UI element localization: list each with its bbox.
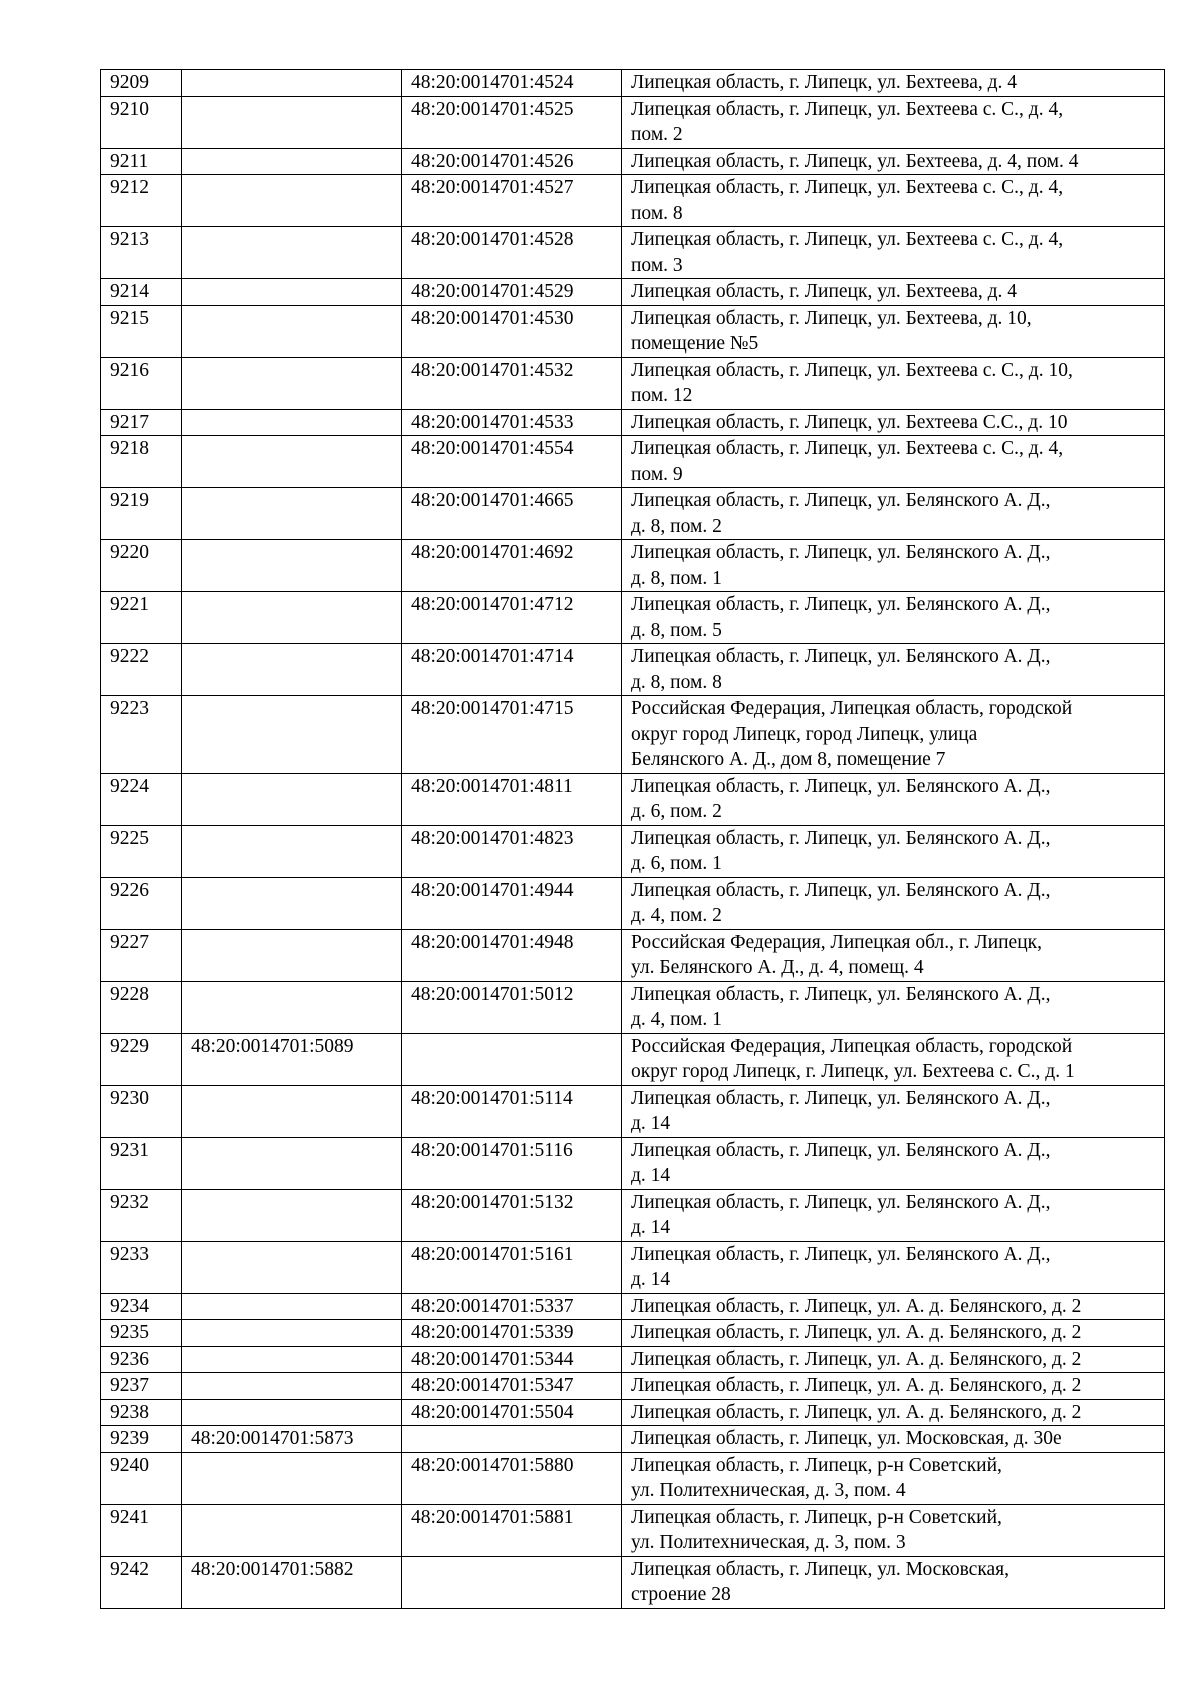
row-number-cell: 9232 bbox=[101, 1189, 182, 1241]
row-number-cell: 9215 bbox=[101, 305, 182, 357]
parcel-number-cell bbox=[182, 357, 402, 409]
object-number-cell: 48:20:0014701:4948 bbox=[402, 929, 622, 981]
table-row bbox=[101, 436, 1165, 488]
address-cell: Липецкая область, г. Липецк, ул. Бехтеева с. С., д. 4, пом. 9 bbox=[622, 436, 1165, 488]
parcel-number-cell: 48:20:0014701:5873 bbox=[182, 1426, 402, 1453]
address-cell: Липецкая область, г. Липецк, ул. Белянского А. Д., д. 6, пом. 2 bbox=[622, 773, 1165, 825]
parcel-number-cell bbox=[182, 1346, 402, 1373]
parcel-number-cell bbox=[182, 96, 402, 148]
table-row bbox=[101, 488, 1165, 540]
address-cell: Липецкая область, г. Липецк, ул. А. д. Белянского, д. 2 bbox=[622, 1346, 1165, 1373]
table-row bbox=[101, 540, 1165, 592]
parcel-number-cell bbox=[182, 70, 402, 97]
parcel-number-cell bbox=[182, 1504, 402, 1556]
parcel-number-cell bbox=[182, 1399, 402, 1426]
address-cell: Липецкая область, г. Липецк, ул. Бехтеева, д. 4 bbox=[622, 279, 1165, 306]
parcel-number-cell bbox=[182, 1241, 402, 1293]
parcel-number-cell bbox=[182, 305, 402, 357]
parcel-number-cell bbox=[182, 436, 402, 488]
object-number-cell bbox=[402, 1556, 622, 1608]
row-number-cell: 9219 bbox=[101, 488, 182, 540]
row-number-cell: 9222 bbox=[101, 644, 182, 696]
object-number-cell: 48:20:0014701:5337 bbox=[402, 1293, 622, 1320]
table-row bbox=[101, 1085, 1165, 1137]
parcel-number-cell bbox=[182, 644, 402, 696]
table-row bbox=[101, 929, 1165, 981]
address-cell: Липецкая область, г. Липецк, ул. Белянского А. Д., д. 8, пом. 2 bbox=[622, 488, 1165, 540]
object-number-cell: 48:20:0014701:5880 bbox=[402, 1452, 622, 1504]
table-row bbox=[101, 877, 1165, 929]
table-row bbox=[101, 825, 1165, 877]
object-number-cell: 48:20:0014701:5344 bbox=[402, 1346, 622, 1373]
object-number-cell: 48:20:0014701:4533 bbox=[402, 409, 622, 436]
parcel-number-cell bbox=[182, 175, 402, 227]
row-number-cell: 9238 bbox=[101, 1399, 182, 1426]
address-cell: Российская Федерация, Липецкая область, городской округ город Липецк, г. Липецк, ул. Бехтеева с. С., д. 1 bbox=[622, 1033, 1165, 1085]
address-cell: Липецкая область, г. Липецк, ул. Белянского А. Д., д. 8, пом. 5 bbox=[622, 592, 1165, 644]
parcel-number-cell bbox=[182, 488, 402, 540]
row-number-cell: 9216 bbox=[101, 357, 182, 409]
parcel-number-cell: 48:20:0014701:5882 bbox=[182, 1556, 402, 1608]
address-cell: Липецкая область, г. Липецк, ул. Бехтеева С.С., д. 10 bbox=[622, 409, 1165, 436]
table-row bbox=[101, 1293, 1165, 1320]
address-cell: Липецкая область, г. Липецк, ул. Бехтеева с. С., д. 10, пом. 12 bbox=[622, 357, 1165, 409]
object-number-cell bbox=[402, 1033, 622, 1085]
table-row bbox=[101, 305, 1165, 357]
table-row bbox=[101, 773, 1165, 825]
parcel-number-cell bbox=[182, 825, 402, 877]
object-number-cell: 48:20:0014701:5114 bbox=[402, 1085, 622, 1137]
object-number-cell: 48:20:0014701:5116 bbox=[402, 1137, 622, 1189]
row-number-cell: 9231 bbox=[101, 1137, 182, 1189]
table-row bbox=[101, 1241, 1165, 1293]
row-number-cell: 9234 bbox=[101, 1293, 182, 1320]
table-row bbox=[101, 1426, 1165, 1453]
table-row bbox=[101, 175, 1165, 227]
object-number-cell: 48:20:0014701:4532 bbox=[402, 357, 622, 409]
address-cell: Липецкая область, г. Липецк, ул. А. д. Белянского, д. 2 bbox=[622, 1399, 1165, 1426]
row-number-cell: 9236 bbox=[101, 1346, 182, 1373]
parcel-number-cell bbox=[182, 877, 402, 929]
row-number-cell: 9221 bbox=[101, 592, 182, 644]
object-number-cell: 48:20:0014701:4944 bbox=[402, 877, 622, 929]
address-cell: Липецкая область, г. Липецк, ул. Белянского А. Д., д. 4, пом. 2 bbox=[622, 877, 1165, 929]
parcel-number-cell bbox=[182, 1452, 402, 1504]
object-number-cell: 48:20:0014701:4554 bbox=[402, 436, 622, 488]
table-row bbox=[101, 1452, 1165, 1504]
address-cell: Липецкая область, г. Липецк, р-н Советский, ул. Политехническая, д. 3, пом. 4 bbox=[622, 1452, 1165, 1504]
address-cell: Липецкая область, г. Липецк, ул. Бехтеева, д. 10, помещение №5 bbox=[622, 305, 1165, 357]
parcel-number-cell bbox=[182, 1293, 402, 1320]
parcel-number-cell bbox=[182, 592, 402, 644]
object-number-cell: 48:20:0014701:4530 bbox=[402, 305, 622, 357]
object-number-cell: 48:20:0014701:4714 bbox=[402, 644, 622, 696]
object-number-cell: 48:20:0014701:5347 bbox=[402, 1373, 622, 1400]
parcel-number-cell bbox=[182, 981, 402, 1033]
row-number-cell: 9229 bbox=[101, 1033, 182, 1085]
table-row bbox=[101, 1189, 1165, 1241]
row-number-cell: 9225 bbox=[101, 825, 182, 877]
row-number-cell: 9228 bbox=[101, 981, 182, 1033]
address-cell: Липецкая область, г. Липецк, р-н Советский, ул. Политехническая, д. 3, пом. 3 bbox=[622, 1504, 1165, 1556]
table-row bbox=[101, 227, 1165, 279]
parcel-number-cell bbox=[182, 929, 402, 981]
row-number-cell: 9237 bbox=[101, 1373, 182, 1400]
object-number-cell: 48:20:0014701:4712 bbox=[402, 592, 622, 644]
parcel-number-cell bbox=[182, 409, 402, 436]
object-number-cell: 48:20:0014701:4823 bbox=[402, 825, 622, 877]
object-number-cell: 48:20:0014701:4524 bbox=[402, 70, 622, 97]
row-number-cell: 9240 bbox=[101, 1452, 182, 1504]
object-number-cell: 48:20:0014701:4527 bbox=[402, 175, 622, 227]
parcel-number-cell bbox=[182, 148, 402, 175]
table-row bbox=[101, 1556, 1165, 1608]
table-row bbox=[101, 1137, 1165, 1189]
row-number-cell: 9242 bbox=[101, 1556, 182, 1608]
parcel-number-cell bbox=[182, 773, 402, 825]
address-cell: Липецкая область, г. Липецк, ул. Белянского А. Д., д. 14 bbox=[622, 1137, 1165, 1189]
row-number-cell: 9211 bbox=[101, 148, 182, 175]
table-row bbox=[101, 592, 1165, 644]
address-cell: Липецкая область, г. Липецк, ул. Московская, строение 28 bbox=[622, 1556, 1165, 1608]
address-cell: Липецкая область, г. Липецк, ул. Белянского А. Д., д. 6, пом. 1 bbox=[622, 825, 1165, 877]
address-cell: Липецкая область, г. Липецк, ул. Московская, д. 30е bbox=[622, 1426, 1165, 1453]
row-number-cell: 9210 bbox=[101, 96, 182, 148]
row-number-cell: 9217 bbox=[101, 409, 182, 436]
object-number-cell: 48:20:0014701:5012 bbox=[402, 981, 622, 1033]
row-number-cell: 9233 bbox=[101, 1241, 182, 1293]
address-cell: Липецкая область, г. Липецк, ул. Белянского А. Д., д. 14 bbox=[622, 1189, 1165, 1241]
row-number-cell: 9235 bbox=[101, 1320, 182, 1347]
address-cell: Российская Федерация, Липецкая область, городской округ город Липецк, город Липецк, улица Белянского А. Д., дом 8, помещение 7 bbox=[622, 696, 1165, 774]
row-number-cell: 9212 bbox=[101, 175, 182, 227]
parcel-number-cell bbox=[182, 1189, 402, 1241]
address-cell: Липецкая область, г. Липецк, ул. Бехтеева с. С., д. 4, пом. 2 bbox=[622, 96, 1165, 148]
table-row bbox=[101, 1504, 1165, 1556]
table-body bbox=[101, 70, 1165, 1609]
table-row bbox=[101, 148, 1165, 175]
table-row bbox=[101, 357, 1165, 409]
parcel-number-cell bbox=[182, 1085, 402, 1137]
object-number-cell: 48:20:0014701:5132 bbox=[402, 1189, 622, 1241]
row-number-cell: 9230 bbox=[101, 1085, 182, 1137]
table-row bbox=[101, 70, 1165, 97]
parcel-number-cell bbox=[182, 1373, 402, 1400]
address-cell: Липецкая область, г. Липецк, ул. Белянского А. Д., д. 14 bbox=[622, 1241, 1165, 1293]
address-cell: Липецкая область, г. Липецк, ул. Бехтеева с. С., д. 4, пом. 3 bbox=[622, 227, 1165, 279]
cadastral-table bbox=[100, 69, 1165, 1609]
row-number-cell: 9218 bbox=[101, 436, 182, 488]
row-number-cell: 9214 bbox=[101, 279, 182, 306]
object-number-cell: 48:20:0014701:5881 bbox=[402, 1504, 622, 1556]
row-number-cell: 9224 bbox=[101, 773, 182, 825]
table-row bbox=[101, 1373, 1165, 1400]
parcel-number-cell bbox=[182, 696, 402, 774]
row-number-cell: 9241 bbox=[101, 1504, 182, 1556]
parcel-number-cell bbox=[182, 227, 402, 279]
table-row bbox=[101, 96, 1165, 148]
object-number-cell: 48:20:0014701:5161 bbox=[402, 1241, 622, 1293]
object-number-cell: 48:20:0014701:4811 bbox=[402, 773, 622, 825]
table-row bbox=[101, 644, 1165, 696]
table-row bbox=[101, 1346, 1165, 1373]
address-cell: Российская Федерация, Липецкая обл., г. Липецк, ул. Белянского А. Д., д. 4, помещ. 4 bbox=[622, 929, 1165, 981]
row-number-cell: 9226 bbox=[101, 877, 182, 929]
address-cell: Липецкая область, г. Липецк, ул. Белянского А. Д., д. 4, пом. 1 bbox=[622, 981, 1165, 1033]
table-row bbox=[101, 1399, 1165, 1426]
row-number-cell: 9223 bbox=[101, 696, 182, 774]
object-number-cell: 48:20:0014701:4526 bbox=[402, 148, 622, 175]
table-row bbox=[101, 409, 1165, 436]
address-cell: Липецкая область, г. Липецк, ул. А. д. Белянского, д. 2 bbox=[622, 1293, 1165, 1320]
parcel-number-cell bbox=[182, 1320, 402, 1347]
address-cell: Липецкая область, г. Липецк, ул. А. д. Белянского, д. 2 bbox=[622, 1320, 1165, 1347]
address-cell: Липецкая область, г. Липецк, ул. Бехтеева, д. 4, пом. 4 bbox=[622, 148, 1165, 175]
parcel-number-cell: 48:20:0014701:5089 bbox=[182, 1033, 402, 1085]
address-cell: Липецкая область, г. Липецк, ул. Белянского А. Д., д. 8, пом. 1 bbox=[622, 540, 1165, 592]
object-number-cell: 48:20:0014701:5339 bbox=[402, 1320, 622, 1347]
address-cell: Липецкая область, г. Липецк, ул. Белянского А. Д., д. 14 bbox=[622, 1085, 1165, 1137]
row-number-cell: 9227 bbox=[101, 929, 182, 981]
table-row bbox=[101, 279, 1165, 306]
parcel-number-cell bbox=[182, 540, 402, 592]
table-row bbox=[101, 696, 1165, 774]
address-cell: Липецкая область, г. Липецк, ул. А. д. Белянского, д. 2 bbox=[622, 1373, 1165, 1400]
table-row bbox=[101, 981, 1165, 1033]
address-cell: Липецкая область, г. Липецк, ул. Белянского А. Д., д. 8, пом. 8 bbox=[622, 644, 1165, 696]
address-cell: Липецкая область, г. Липецк, ул. Бехтеева, д. 4 bbox=[622, 70, 1165, 97]
row-number-cell: 9213 bbox=[101, 227, 182, 279]
row-number-cell: 9239 bbox=[101, 1426, 182, 1453]
object-number-cell bbox=[402, 1426, 622, 1453]
table-row bbox=[101, 1320, 1165, 1347]
parcel-number-cell bbox=[182, 279, 402, 306]
object-number-cell: 48:20:0014701:5504 bbox=[402, 1399, 622, 1426]
object-number-cell: 48:20:0014701:4528 bbox=[402, 227, 622, 279]
object-number-cell: 48:20:0014701:4525 bbox=[402, 96, 622, 148]
address-cell: Липецкая область, г. Липецк, ул. Бехтеева с. С., д. 4, пом. 8 bbox=[622, 175, 1165, 227]
row-number-cell: 9220 bbox=[101, 540, 182, 592]
table-row bbox=[101, 1033, 1165, 1085]
object-number-cell: 48:20:0014701:4665 bbox=[402, 488, 622, 540]
parcel-number-cell bbox=[182, 1137, 402, 1189]
row-number-cell: 9209 bbox=[101, 70, 182, 97]
object-number-cell: 48:20:0014701:4529 bbox=[402, 279, 622, 306]
object-number-cell: 48:20:0014701:4715 bbox=[402, 696, 622, 774]
object-number-cell: 48:20:0014701:4692 bbox=[402, 540, 622, 592]
